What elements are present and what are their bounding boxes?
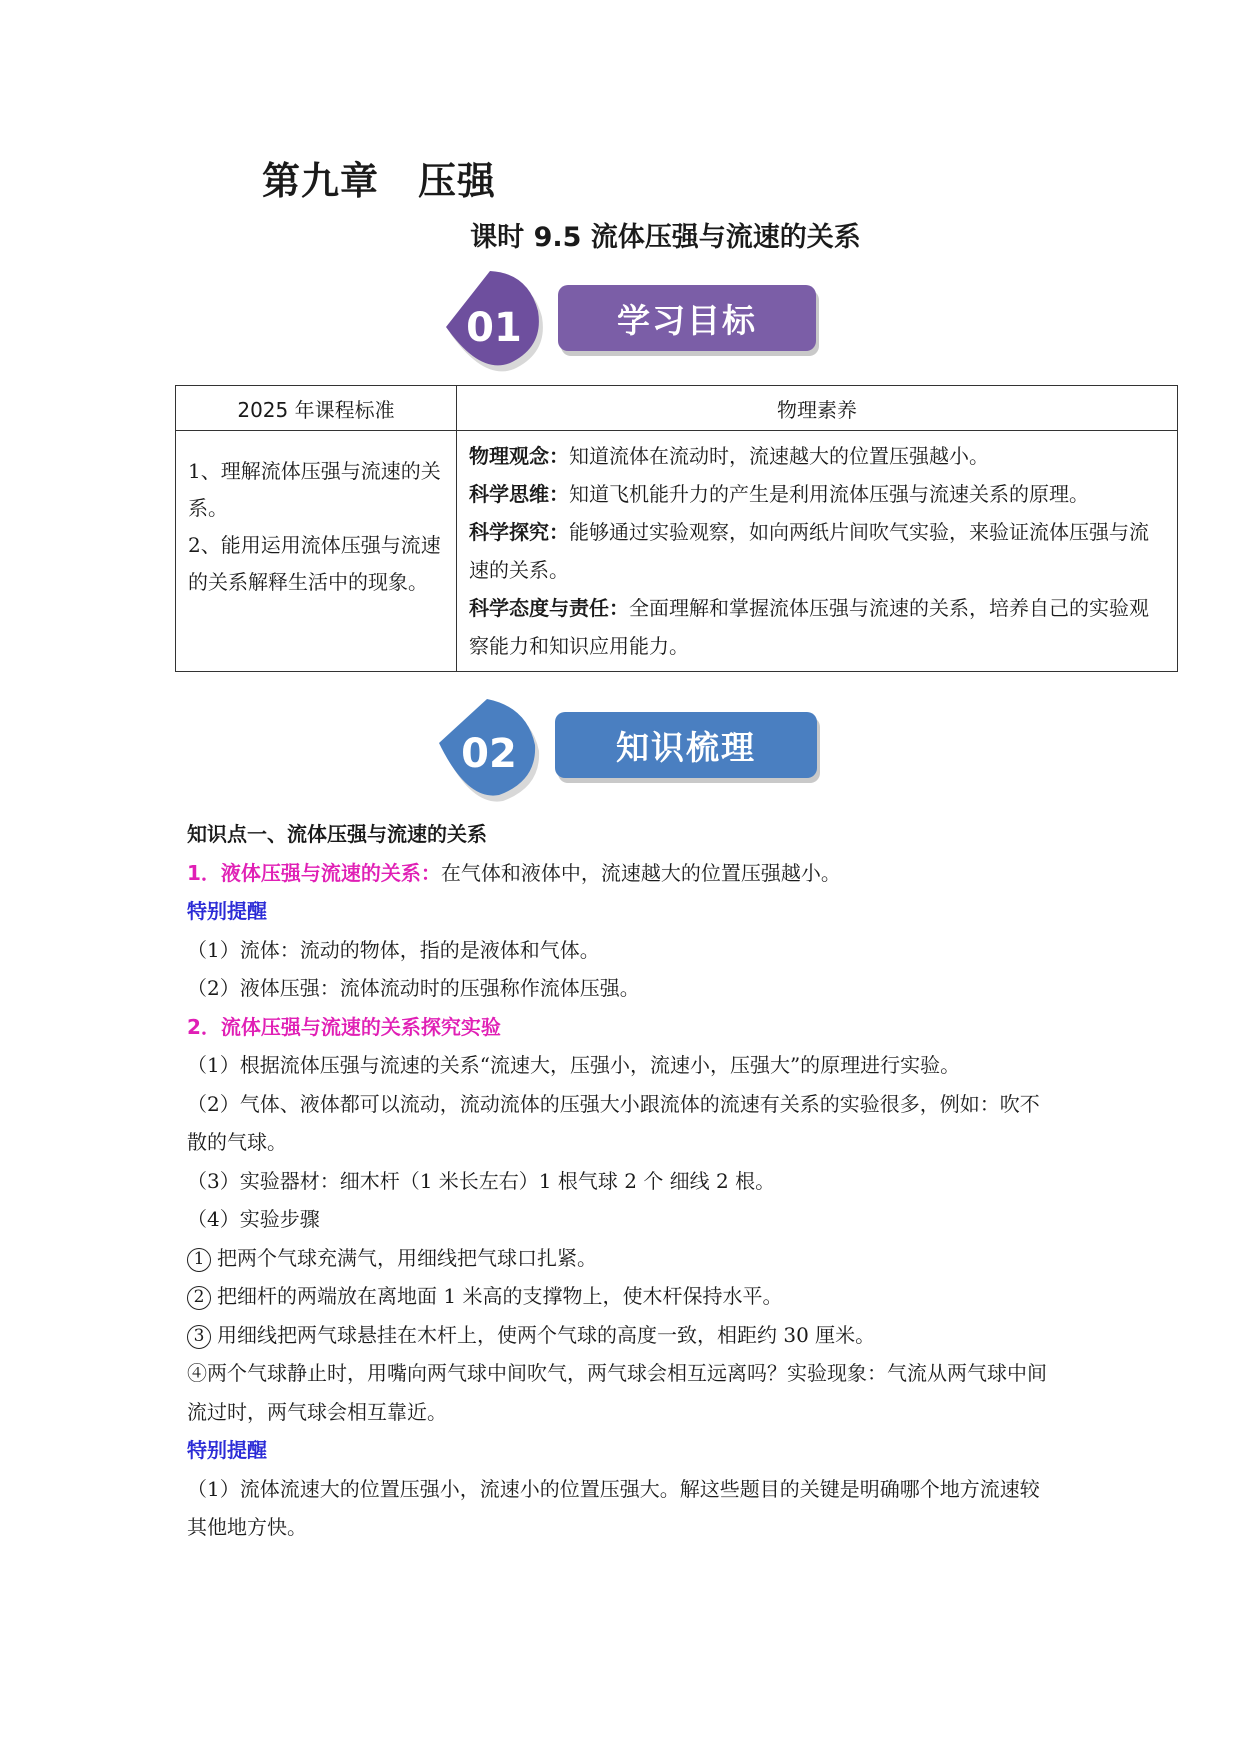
section-label-pill: 学习目标 <box>558 285 816 351</box>
literacy-label: 科学态度与责任： <box>469 596 629 620</box>
literacy-label: 科学探究： <box>469 520 569 544</box>
reminder-item: （1）流体流速大的位置压强小，流速小的位置压强大。解这些题目的关键是明确哪个地方流速较其他地方快。 <box>187 1476 1040 1539</box>
reminder-item: （1）流体：流动的物体，指的是液体和气体。 <box>187 937 600 962</box>
literacy-item <box>469 475 1165 513</box>
section-number-badge <box>440 265 550 375</box>
table-header-standards: 2025 年课程标准 <box>176 386 457 431</box>
lesson-title-text: 课时 9.5 流体压强与流速的关系 <box>470 222 861 253</box>
table-header-literacy: 物理素养 <box>457 386 1178 431</box>
section-1 <box>187 854 1047 893</box>
step-text: 用细线把两气球悬挂在木杆上，使两个气球的高度一致，相距约 30 厘米。 <box>217 1322 876 1347</box>
standard-item: 1、理解流体压强与流速的关系。 <box>188 459 441 520</box>
standards-cell <box>176 431 457 672</box>
experiment-item: （2）气体、液体都可以流动，流动流体的压强大小跟流体的流速有关系的实验很多，例如：吹不散的气球。 <box>187 1091 1040 1154</box>
literacy-label: 物理观念： <box>469 444 569 468</box>
step-number-circle: 1 <box>187 1248 211 1272</box>
experiment-item: （3）实验器材：细木杆（1 米长左右）1 根气球 2 个 细线 2 根。 <box>187 1168 776 1193</box>
literacy-text: 知道流体在流动时，流速越大的位置压强越小。 <box>569 444 989 468</box>
literacy-item <box>469 513 1165 589</box>
section-1-text: 在气体和液体中，流速越大的位置压强越小。 <box>440 860 841 885</box>
knowledge-content <box>187 815 1047 1547</box>
step-number-circle: 2 <box>187 1286 211 1310</box>
literacy-text: 能够通过实验观察，如向两纸片间吹气实验，来验证流体压强与流速的关系。 <box>469 520 1149 582</box>
step-item <box>187 1316 1047 1355</box>
section-1-label: 1．液体压强与流速的关系： <box>187 860 441 885</box>
special-reminder-heading: 特别提醒 <box>187 899 267 923</box>
step-number-circle: 3 <box>187 1325 211 1349</box>
step-item <box>187 1277 1047 1316</box>
literacy-item <box>469 589 1165 665</box>
special-reminder-heading: 特别提醒 <box>187 1438 267 1462</box>
section-banner-objectives <box>440 265 820 375</box>
section-banner-knowledge <box>435 695 825 805</box>
section-2-label: 2．流体压强与流速的关系探究实验 <box>187 1014 501 1039</box>
literacy-cell <box>457 431 1178 672</box>
experiment-item: （1）根据流体压强与流速的关系“流速大，压强小，流速小，压强大”的原理进行实验。 <box>187 1053 961 1077</box>
section-number-badge <box>435 695 545 805</box>
step-item: ④两个气球静止时，用嘴向两气球中间吹气，两气球会相互远离吗？实验现象：气流从两气球中间流过时，两气球会相互靠近。 <box>187 1361 1047 1424</box>
literacy-text: 全面理解和掌握流体压强与流速的关系，培养自己的实验观察能力和知识应用能力。 <box>469 596 1149 658</box>
lesson-title <box>0 215 1241 254</box>
literacy-text: 知道飞机能升力的产生是利用流体压强与流速关系的原理。 <box>569 482 1089 506</box>
section-label-pill: 知识梳理 <box>555 712 817 778</box>
knowledge-point-title: 知识点一、流体压强与流速的关系 <box>187 822 487 846</box>
reminder-item: （2）液体压强：流体流动时的压强称作流体压强。 <box>187 976 640 1000</box>
learning-goals-table <box>175 385 1178 672</box>
step-item <box>187 1239 1047 1278</box>
section-number-text: 02 <box>461 731 517 777</box>
section-number-text: 01 <box>466 305 522 351</box>
literacy-item <box>469 437 1165 475</box>
standard-item: 2、能用运用流体压强与流速的关系解释生活中的现象。 <box>188 533 441 594</box>
step-text: 把细杆的两端放在离地面 1 米高的支撑物上，使木杆保持水平。 <box>217 1284 783 1308</box>
experiment-item: （4）实验步骤 <box>187 1207 320 1231</box>
step-text: 把两个气球充满气，用细线把气球口扎紧。 <box>217 1245 597 1270</box>
chapter-title: 第九章 压强 <box>262 159 497 203</box>
literacy-label: 科学思维： <box>469 482 569 506</box>
